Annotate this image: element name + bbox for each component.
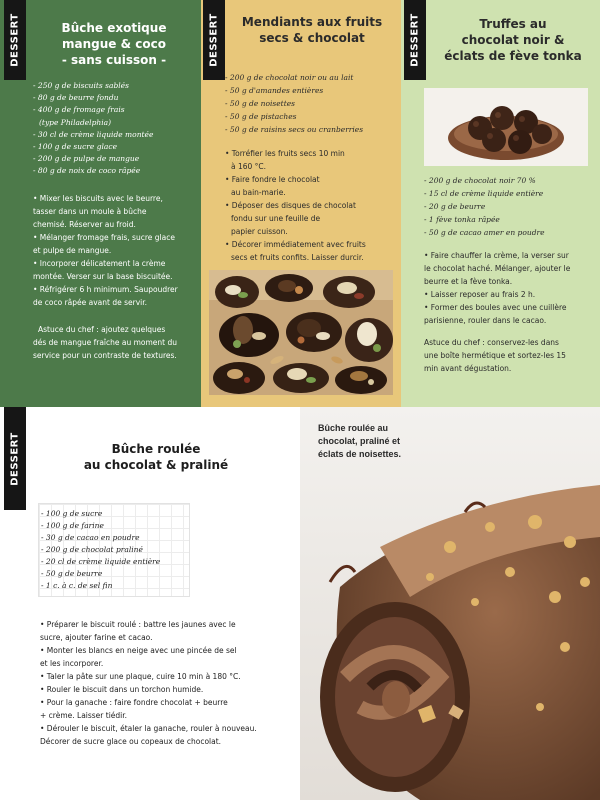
- ingredient-item: - 100 g de farine: [41, 521, 104, 530]
- title-line: - sans cuisson -: [61, 53, 167, 67]
- truffle: [482, 128, 506, 152]
- chocolate-disc: [219, 313, 279, 357]
- ingredient-item: - 80 g de beurre fondu: [33, 93, 119, 103]
- chocolate-disc: [273, 363, 329, 393]
- step-line: secs et fruits confits. Laisser durcir.: [231, 253, 364, 262]
- caption-line: Bûche roulée au: [318, 423, 389, 433]
- step-line: • Préparer le biscuit roulé : battre les jaunes avec le: [40, 620, 236, 629]
- step-line: • Faire chauffer la crème, la verser sur: [424, 251, 569, 260]
- ingredient-item: - 50 g de pistaches: [225, 112, 297, 121]
- ingredient-item: - 100 g de sucre glace: [33, 142, 118, 152]
- ingredient-item: - 50 g de noisettes: [225, 99, 296, 108]
- step-line: • Monter les blancs en neige avec une pincée de sel: [40, 646, 237, 655]
- step-line: beurre et la fève tonka.: [424, 277, 513, 286]
- caption-line: éclats de noisettes.: [318, 449, 402, 459]
- step-line: • Dérouler le biscuit, étaler la ganache, rouler à nouveau.: [40, 724, 257, 733]
- preparation-steps: [225, 147, 397, 264]
- recipe-title: [227, 14, 397, 46]
- title-line: secs & chocolat: [259, 31, 365, 45]
- step-line: • Faire fondre le chocolat: [225, 175, 320, 184]
- ingredient-item: - 30 g de cacao en poudre: [41, 533, 140, 542]
- step-line: • Mixer les biscuits avec le beurre,: [33, 194, 163, 203]
- recipe-card-buche-roulee: [0, 407, 300, 800]
- step-line: • Torréfier les fruits secs 10 min: [225, 149, 345, 158]
- step-line: au bain-marie.: [231, 188, 286, 197]
- title-line: chocolat noir &: [461, 33, 565, 47]
- ingredient-item: - 1 c. à c. de sel fin: [41, 581, 113, 590]
- section-tab: [4, 0, 26, 80]
- tip-line: Astuce du chef : conservez-les dans: [424, 338, 559, 347]
- step-line: • Pour la ganache : faire fondre chocolat + beurre: [40, 698, 228, 707]
- step-line: • Décorer immédiatement avec fruits: [225, 240, 366, 249]
- chocolate-disc: [265, 274, 313, 302]
- photo-caption: [318, 422, 410, 461]
- tip-line: une boîte hermétique et sortez-les 15: [424, 351, 566, 360]
- step-line: • Rouler le biscuit dans un torchon humide.: [40, 685, 204, 694]
- title-line: mangue & coco: [62, 37, 166, 51]
- ingredient-item: - 20 g de beurre: [424, 202, 486, 211]
- step-line: • Déposer des disques de chocolat: [225, 201, 356, 210]
- ingredient-item: - 100 g de sucre: [41, 509, 103, 518]
- chocolate-disc: [345, 318, 393, 362]
- section-label: DESSERT: [9, 13, 21, 67]
- section-label: DESSERT: [208, 13, 220, 67]
- step-line: • Mélanger fromage frais, sucre glace: [33, 233, 175, 242]
- ingredient-list: [225, 71, 397, 136]
- step-line: • Réfrigérer 6 h minimum. Saupoudrer: [33, 285, 178, 294]
- ingredient-item: - 200 g de pulpe de mangue: [33, 154, 140, 164]
- step-line: chemisé. Réserver au froid.: [33, 220, 136, 229]
- buche-roulee-photo: [300, 407, 600, 800]
- section-tab: [203, 0, 225, 80]
- chocolate-disc: [215, 276, 259, 308]
- step-line: + crème. Laisser tiédir.: [40, 711, 128, 720]
- recipe-card-mendiants: [201, 0, 401, 407]
- ingredient-list: [38, 503, 190, 597]
- step-line: montée. Verser sur la base biscuitée.: [33, 272, 173, 281]
- recipe-card-truffes: [401, 0, 600, 407]
- ingredient-list: [424, 174, 596, 239]
- step-line: à 160 °C.: [231, 162, 267, 171]
- title-line: Mendiants aux fruits: [241, 15, 383, 29]
- recipe-title: [30, 20, 198, 68]
- preparation-steps: [424, 249, 598, 327]
- ingredient-item: - 50 g de beurre: [41, 569, 103, 578]
- caption-line: chocolat, praliné et: [318, 436, 401, 446]
- ingredient-item: - 50 g de raisins secs ou cranberries: [225, 125, 364, 134]
- step-line: fondu sur une feuille de: [231, 214, 321, 223]
- tip-line: service pour un contraste de textures.: [33, 351, 177, 360]
- tip-line: Astuce du chef : ajoutez quelques: [38, 325, 166, 334]
- ingredient-item: - 250 g de biscuits sablés: [33, 81, 129, 90]
- step-line: sucre, ajouter farine et cacao.: [40, 633, 153, 642]
- truffle: [508, 130, 532, 154]
- chocolate-disc: [286, 312, 342, 352]
- ingredient-item: (type Philadelphia): [39, 117, 112, 127]
- section-label: DESSERT: [9, 431, 21, 486]
- chef-tip: [424, 336, 598, 375]
- chocolate-disc: [335, 366, 387, 394]
- title-line: Truffes au: [479, 17, 547, 31]
- ingredient-item: - 200 g de chocolat noir ou au lait: [225, 73, 354, 82]
- preparation-steps: [40, 618, 296, 748]
- ingredient-item: - 400 g de fromage frais: [33, 105, 125, 115]
- step-line: parisienne, rouler dans le cacao.: [424, 316, 547, 325]
- preparation-steps: [33, 192, 199, 309]
- ingredient-item: - 50 g d'amandes entières: [225, 86, 324, 95]
- ingredient-item: - 15 cl de crème liquide entière: [424, 189, 544, 198]
- title-line: au chocolat & praliné: [83, 458, 229, 472]
- tip-line: min avant dégustation.: [424, 364, 512, 373]
- section-label: DESSERT: [409, 13, 421, 67]
- ingredient-item: - 1 fève tonka râpée: [424, 215, 500, 224]
- step-line: papier cuisson.: [231, 227, 288, 236]
- title-line: Bûche roulée: [111, 442, 201, 456]
- step-line: • Incorporer délicatement la crème: [33, 259, 166, 268]
- mendiants-photo: [209, 270, 393, 395]
- ingredient-list: [33, 80, 198, 178]
- step-line: tasser dans un moule à bûche: [33, 207, 147, 216]
- chef-tip: [33, 323, 199, 362]
- step-line: et pulpe de mangue.: [33, 246, 112, 255]
- recipe-title: [429, 16, 597, 64]
- step-line: de coco râpée avant de servir.: [33, 298, 147, 307]
- ingredient-item: - 80 g de noix de coco râpée: [33, 166, 141, 176]
- title-line: Bûche exotique: [61, 21, 167, 35]
- step-line: et les incorporer.: [40, 659, 104, 668]
- ingredient-item: - 20 cl de crème liquide entière: [41, 557, 161, 566]
- step-line: Décorer de sucre glace ou copeaux de chocolat.: [40, 737, 222, 746]
- section-tab: [4, 407, 26, 510]
- ingredient-item: - 30 cl de crème liquide montée: [33, 129, 154, 139]
- recipe-title: [36, 441, 276, 473]
- chocolate-disc: [213, 362, 265, 394]
- ingredient-item: - 50 g de cacao amer en poudre: [424, 228, 545, 237]
- step-line: • Former des boules avec une cuillère: [424, 303, 567, 312]
- step-line: le chocolat haché. Mélanger, ajouter le: [424, 264, 571, 273]
- chocolate-disc: [323, 276, 375, 308]
- tip-line: dés de mangue fraîche au moment du: [33, 338, 178, 347]
- buche-photo-panel: [300, 407, 600, 800]
- step-line: • Taler la pâte sur une plaque, cuire 10 min à 180 °C.: [40, 672, 241, 681]
- title-line: éclats de fève tonka: [444, 49, 582, 63]
- truffle: [532, 124, 552, 144]
- ingredient-item: - 200 g de chocolat noir 70 %: [424, 176, 536, 185]
- step-line: • Laisser reposer au frais 2 h.: [424, 290, 536, 299]
- truffes-photo: [424, 88, 588, 166]
- ingredient-item: - 200 g de chocolat praliné: [41, 545, 143, 554]
- truffle: [490, 106, 514, 130]
- section-tab: [404, 0, 426, 80]
- recipe-card-buche-exotique: [0, 0, 201, 407]
